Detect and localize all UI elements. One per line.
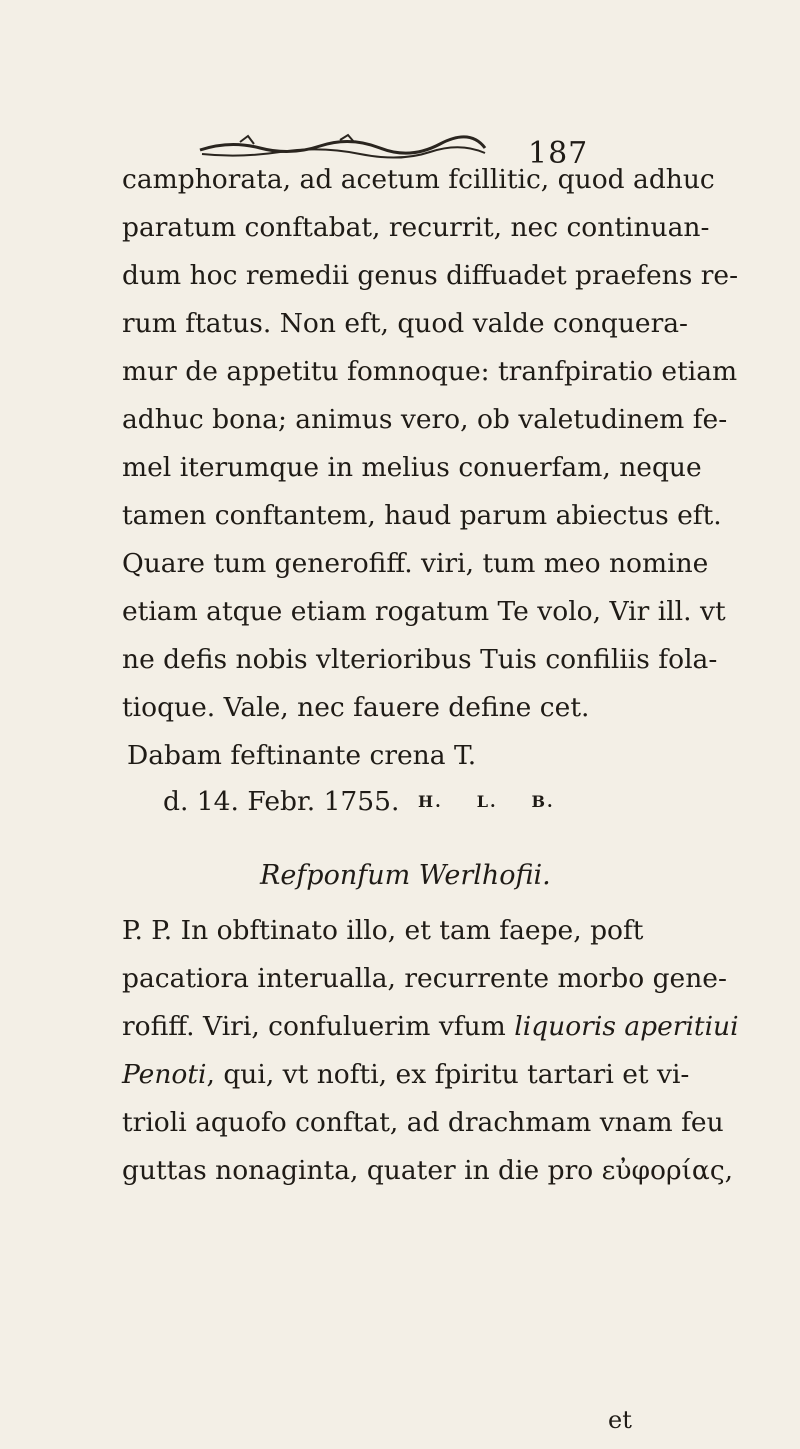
signature-initials (418, 792, 589, 811)
body-line: mel iterumque in melius conuerfam, neque (122, 452, 702, 483)
body-line: adhuc bona; animus vero, ob valetudinem fe- (122, 404, 728, 435)
body-line: rum ftatus. Non eft, quod valde conquera- (122, 308, 689, 339)
closing-date: d. 14. Febr. 1755. (163, 786, 400, 817)
section-heading: Refponfum Werlhofii. (260, 860, 551, 891)
body-line: Quare tum generofiff. viri, tum meo nomine (122, 548, 709, 579)
header-ornament (190, 132, 490, 162)
body-line: tamen conftantem, haud parum abiectus eft. (122, 500, 722, 531)
body-line: tioque. Vale, nec fauere define cet. (122, 692, 590, 723)
catchword: et (608, 1406, 632, 1434)
body-line: guttas nonaginta, quater in die pro εὐφορίας, (122, 1155, 734, 1186)
body-line: pacatiora interualla, recurrente morbo gene- (122, 963, 727, 994)
initial: L. (476, 792, 498, 811)
body-line: Penoti, qui, vt nofti, ex fpiritu tartari et vi- (122, 1059, 690, 1090)
body-line: trioli aquofo conftat, ad drachmam vnam feu (122, 1107, 724, 1138)
initial: B. (531, 792, 555, 811)
body-line: camphorata, ad acetum fcillitic, quod adhuc (122, 164, 715, 195)
body-line: mur de appetitu fomnoque: tranfpiratio etiam (122, 356, 738, 387)
body-line: ne defis nobis vlterioribus Tuis confiliis fola- (122, 644, 718, 675)
page-number: 187 (528, 136, 589, 171)
body-line: rofiff. Viri, confuluerim vfum liquoris aperitiui (122, 1011, 739, 1042)
body-line: etiam atque etiam rogatum Te volo, Vir ill. vt (122, 596, 726, 627)
body-line: paratum conftabat, recurrit, nec continuan- (122, 212, 710, 243)
body-line: P. P. In obftinato illo, et tam faepe, poft (122, 915, 644, 946)
initial: H. (418, 792, 443, 811)
closing-line: Dabam feftinante crena T. (127, 740, 477, 771)
body-line: dum hoc remedii genus diffuadet praefens re- (122, 260, 739, 291)
